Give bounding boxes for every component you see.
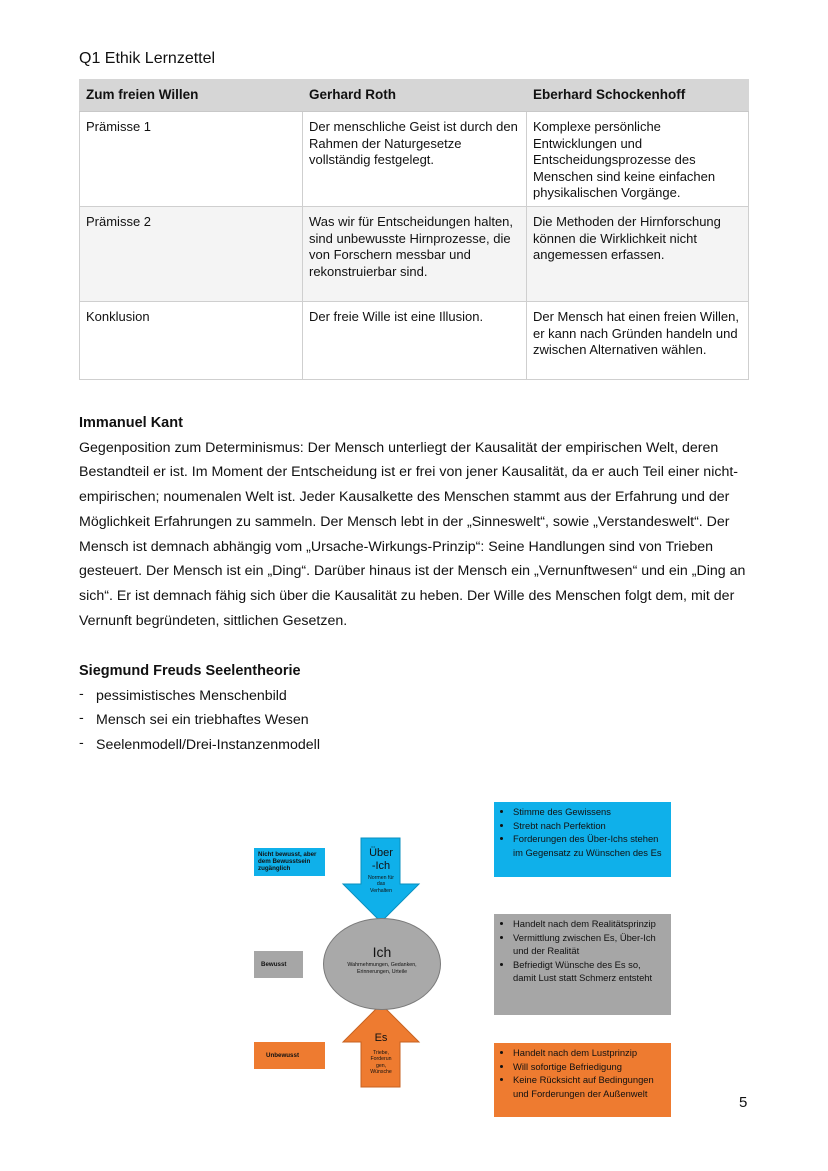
- table-cell: Der freie Wille ist eine Illusion.: [303, 302, 527, 380]
- list-item: • Handelt nach dem Realitätsprinzip: [513, 917, 665, 931]
- ich-ellipse: [323, 918, 441, 1010]
- es-label: [361, 1032, 401, 1075]
- page-number: 5: [739, 1094, 748, 1111]
- dash-bullet: -: [79, 685, 84, 702]
- label-not-conscious: Nicht bewusst, aber dem Bewusstsein zugänglich: [254, 848, 325, 876]
- kant-text: Gegenposition zum Determinismus: Der Mensch unterliegt der Kausalität der empirischen Welt, deren Bestandteil er ist. Im Moment der Entscheidung ist er frei von jener Kausalität, da er auch Teil einer nicht-empirischen; noumenalen Welt ist. Jeder Kausalkette des Menschen stammt aus der Erfahrung und der Möglichkeit Erfahrungen zu sammeln. Der Mensch lebt in der „Sinneswelt“, sowie „Verstandeswelt“. Der Mensch ist demnach abhängig vom „Ursache-Wirkungs-Prinzip“: Seine Handlungen sind von Trieben gesteuert. Der Mensch ist ein „Ding“. Darüber hinaus ist der Mensch ein „Vernunftwesen“ und ein „Ding an sich“. Er ist demnach fähig sich über die Kausalität zu heben. Der Wille des Menschen folgt dem, mit der Vernunft begründeten, sittlichen Gesetzen.: [79, 439, 746, 629]
- label-unconscious: Unbewusst: [254, 1042, 325, 1069]
- es-description-box: [494, 1043, 671, 1117]
- es-name: Es: [374, 1032, 388, 1044]
- freud-heading: Siegmund Freuds Seelentheorie: [79, 663, 301, 679]
- table-cell: Prämisse 1: [80, 112, 303, 207]
- list-item: • Keine Rücksicht auf Bedingungen und Forderungen der Außenwelt: [513, 1073, 665, 1100]
- ich-description-box: [494, 914, 671, 1015]
- ich-sub: Wahrnehmungen, Gedanken, Erinnerungen, Urteile: [347, 962, 417, 975]
- ueber-ich-name-1: Über: [369, 847, 393, 859]
- kant-heading: Immanuel Kant: [79, 415, 183, 431]
- table-header: Zum freien Willen: [80, 80, 303, 112]
- list-item: • Befriedigt Wünsche des Es so, damit Lust statt Schmerz entsteht: [513, 958, 665, 985]
- list-item-text: Seelenmodell/Drei-Instanzenmodell: [96, 737, 320, 754]
- list-item: • Handelt nach dem Lustprinzip: [513, 1046, 665, 1060]
- ueber-ich-name-2: -Ich: [371, 860, 391, 872]
- list-item: • Will sofortige Befriedigung: [513, 1060, 665, 1074]
- ich-name: Ich: [372, 944, 392, 960]
- dash-bullet: -: [79, 735, 84, 752]
- ueber-ich-sub: Normen für das Verhalten: [368, 875, 394, 894]
- es-sub: Triebe, Forderun gen, Wünsche: [370, 1050, 392, 1075]
- ueber-ich-description-box: [494, 802, 671, 877]
- table-header: Gerhard Roth: [303, 80, 527, 112]
- list-item: • Forderungen des Über-Ichs stehen im Gegensatz zu Wünschen des Es: [513, 832, 665, 859]
- list-item: • Vermittlung zwischen Es, Über-Ich und der Realität: [513, 931, 665, 958]
- list-item: • Stimme des Gewissens: [513, 805, 665, 819]
- dash-bullet: -: [79, 710, 84, 727]
- table-cell: Der menschliche Geist ist durch den Rahmen der Naturgesetze vollständig festgelegt.: [303, 112, 527, 207]
- table-cell: Die Methoden der Hirnforschung können die Wirklichkeit nicht angemessen erfassen.: [527, 207, 749, 302]
- list-item-text: Mensch sei ein triebhaftes Wesen: [96, 712, 309, 729]
- page-title: Q1 Ethik Lernzettel: [79, 50, 216, 67]
- table-cell: Komplexe persönliche Entwicklungen und Entscheidungsprozesse des Menschen sind keine einfachen physikalischen Vorgänge.: [527, 112, 749, 207]
- table-header: Eberhard Schockenhoff: [527, 80, 749, 112]
- label-conscious: Bewusst: [254, 951, 303, 978]
- list-item-text: pessimistisches Menschenbild: [96, 687, 287, 704]
- table-cell: Was wir für Entscheidungen halten, sind unbewusste Hirnprozesse, die von Forschern messbar und rekonstruierbar sind.: [303, 207, 527, 302]
- table-cell: Konklusion: [80, 302, 303, 380]
- ueber-ich-label: [361, 847, 401, 894]
- list-item: • Strebt nach Perfektion: [513, 819, 665, 833]
- table-cell: Der Mensch hat einen freien Willen, er kann nach Gründen handeln und zwischen Alternativen wählen.: [527, 302, 749, 380]
- table-cell: Prämisse 2: [80, 207, 303, 302]
